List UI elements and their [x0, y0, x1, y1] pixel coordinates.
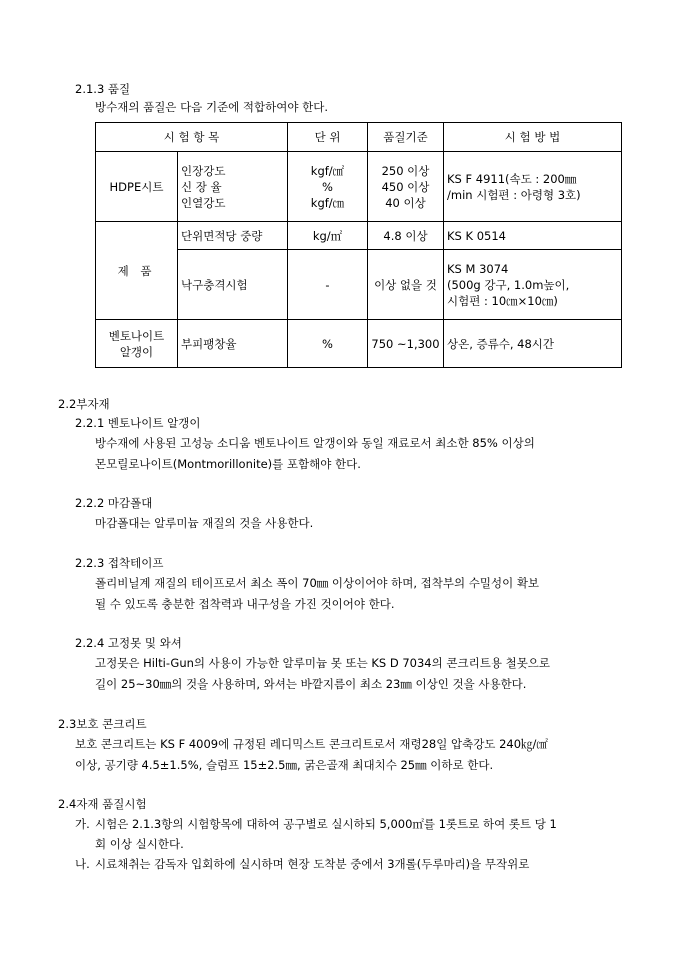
- paragraph-line: 이상, 공기량 4.5±1.5%, 슬럼프 15±2.5㎜, 굵은골재 최대치수 25㎜ 이하로 한다.: [75, 758, 494, 772]
- paragraph-line: 보호 콘크리트는 KS F 4009에 규정된 레디믹스트 콘크리트로서 재령28일 압축강도 240㎏/㎠: [75, 737, 548, 751]
- header-unit: 단 위: [288, 123, 368, 152]
- row-label-product: 제 품: [96, 222, 178, 320]
- section-heading-2-2-1: 2.2.1 벤토나이트 알갱이: [75, 416, 201, 430]
- header-test-method: 시 험 방 법: [444, 123, 622, 152]
- hdpe-standard: 40 이상: [385, 195, 426, 210]
- hdpe-method-line: KS F 4911(속도 : 200㎜: [447, 171, 577, 186]
- impact-method-line: KS M 3074: [447, 261, 509, 276]
- paragraph-line: 될 수 있도록 충분한 접착력과 내구성을 가진 것이어야 한다.: [95, 597, 395, 611]
- table-row: [96, 222, 622, 250]
- paragraph-line: 방수재에 사용된 고성능 소디움 벤토나이트 알갱이와 동일 재료로서 최소한 85% 이상의: [95, 436, 535, 450]
- product-impact-method-cell: [444, 250, 622, 320]
- bentonite-unit: %: [288, 320, 368, 368]
- hdpe-unit: kgf/㎠: [310, 163, 345, 178]
- paragraph-line: 몬모릴로나이트(Montmorillonite)를 포함해야 한다.: [95, 457, 361, 471]
- product-weight-method: KS K 0514: [444, 222, 622, 250]
- row-label-hdpe: HDPE시트: [96, 152, 178, 222]
- hdpe-unit: kgf/㎝: [310, 195, 345, 210]
- paragraph-line: 마감폴대는 알루미늄 재질의 것을 사용한다.: [95, 516, 314, 530]
- row-label-bentonite-cell: [96, 320, 178, 368]
- table-row: [96, 152, 622, 222]
- paragraph-line: 길이 25~30㎜의 것을 사용하며, 와셔는 바깥지름이 최소 23㎜ 이상인 것을 사용한다.: [95, 677, 527, 691]
- section-heading-2-1-3: 2.1.3 품질: [75, 82, 131, 96]
- product-weight-standard: 4.8 이상: [368, 222, 444, 250]
- header-quality-standard: 품질기준: [368, 123, 444, 152]
- hdpe-standard-cell: [368, 152, 444, 222]
- section-heading-2-4: 2.4자재 품질시험: [58, 797, 147, 811]
- hdpe-method-line: /min 시험편 : 아령형 3호): [447, 187, 581, 202]
- hdpe-item: 신 장 율: [181, 179, 222, 194]
- product-impact-item: 낙구충격시험: [178, 250, 288, 320]
- hdpe-item: 인장강도: [181, 163, 226, 178]
- section-heading-2-2-4: 2.2.4 고정못 및 와셔: [75, 636, 182, 650]
- table-row: [96, 320, 622, 368]
- header-test-item: 시 험 항 목: [96, 123, 288, 152]
- section-intro: 방수재의 품질은 다음 기준에 적합하여야 한다.: [95, 100, 329, 114]
- impact-method-line: (500g 강구, 1.0m높이,: [447, 277, 570, 292]
- list-marker: 가.: [75, 817, 90, 831]
- section-heading-2-2-3: 2.2.3 접착테이프: [75, 556, 164, 570]
- bentonite-item: 부피팽창율: [178, 320, 288, 368]
- paragraph-line: 고정못은 Hilti-Gun의 사용이 가능한 알루미늄 못 또는 KS D 7034의 콘크리트용 철못으로: [95, 656, 551, 670]
- bentonite-standard: 750 ~1,300: [368, 320, 444, 368]
- list-item-line: 시료채취는 감독자 입회하에 실시하며 현장 도착분 중에서 3개롤(두루마리)을 무작위로: [95, 857, 530, 871]
- hdpe-items-cell: [178, 152, 288, 222]
- list-item-line: 시험은 2.1.3항의 시험항목에 대하여 공구별로 실시하되 5,000㎡를 1롯트로 하여 롯트 당 1: [95, 817, 557, 831]
- section-heading-2-2: 2.2부자재: [58, 397, 110, 411]
- bentonite-label-line: 알갱이: [119, 344, 154, 359]
- section-heading-2-2-2: 2.2.2 마감폴대: [75, 496, 153, 510]
- hdpe-unit: %: [322, 179, 333, 194]
- table-header-row: [96, 123, 622, 152]
- bentonite-method: 상온, 증류수, 48시간: [444, 320, 622, 368]
- hdpe-standard: 450 이상: [381, 179, 430, 194]
- list-item-line: 회 이상 실시한다.: [95, 837, 184, 851]
- bentonite-label-line: 벤토나이트: [108, 328, 165, 343]
- section-heading-2-3: 2.3보호 콘크리트: [58, 717, 147, 731]
- product-weight-unit: kg/㎡: [288, 222, 368, 250]
- product-weight-item: 단위면적당 중량: [178, 222, 288, 250]
- hdpe-method-cell: [444, 152, 622, 222]
- list-marker: 나.: [75, 857, 90, 871]
- product-impact-standard: 이상 없을 것: [368, 250, 444, 320]
- hdpe-standard: 250 이상: [381, 163, 430, 178]
- paragraph-line: 폴리비닐계 재질의 테이프로서 최소 폭이 70㎜ 이상이어야 하며, 접착부의 수밀성이 확보: [95, 576, 540, 590]
- quality-standard-table: [95, 122, 622, 368]
- hdpe-item: 인열강도: [181, 195, 226, 210]
- impact-method-line: 시험편 : 10㎝×10㎝): [447, 293, 558, 308]
- product-impact-unit: -: [288, 250, 368, 320]
- hdpe-units-cell: [288, 152, 368, 222]
